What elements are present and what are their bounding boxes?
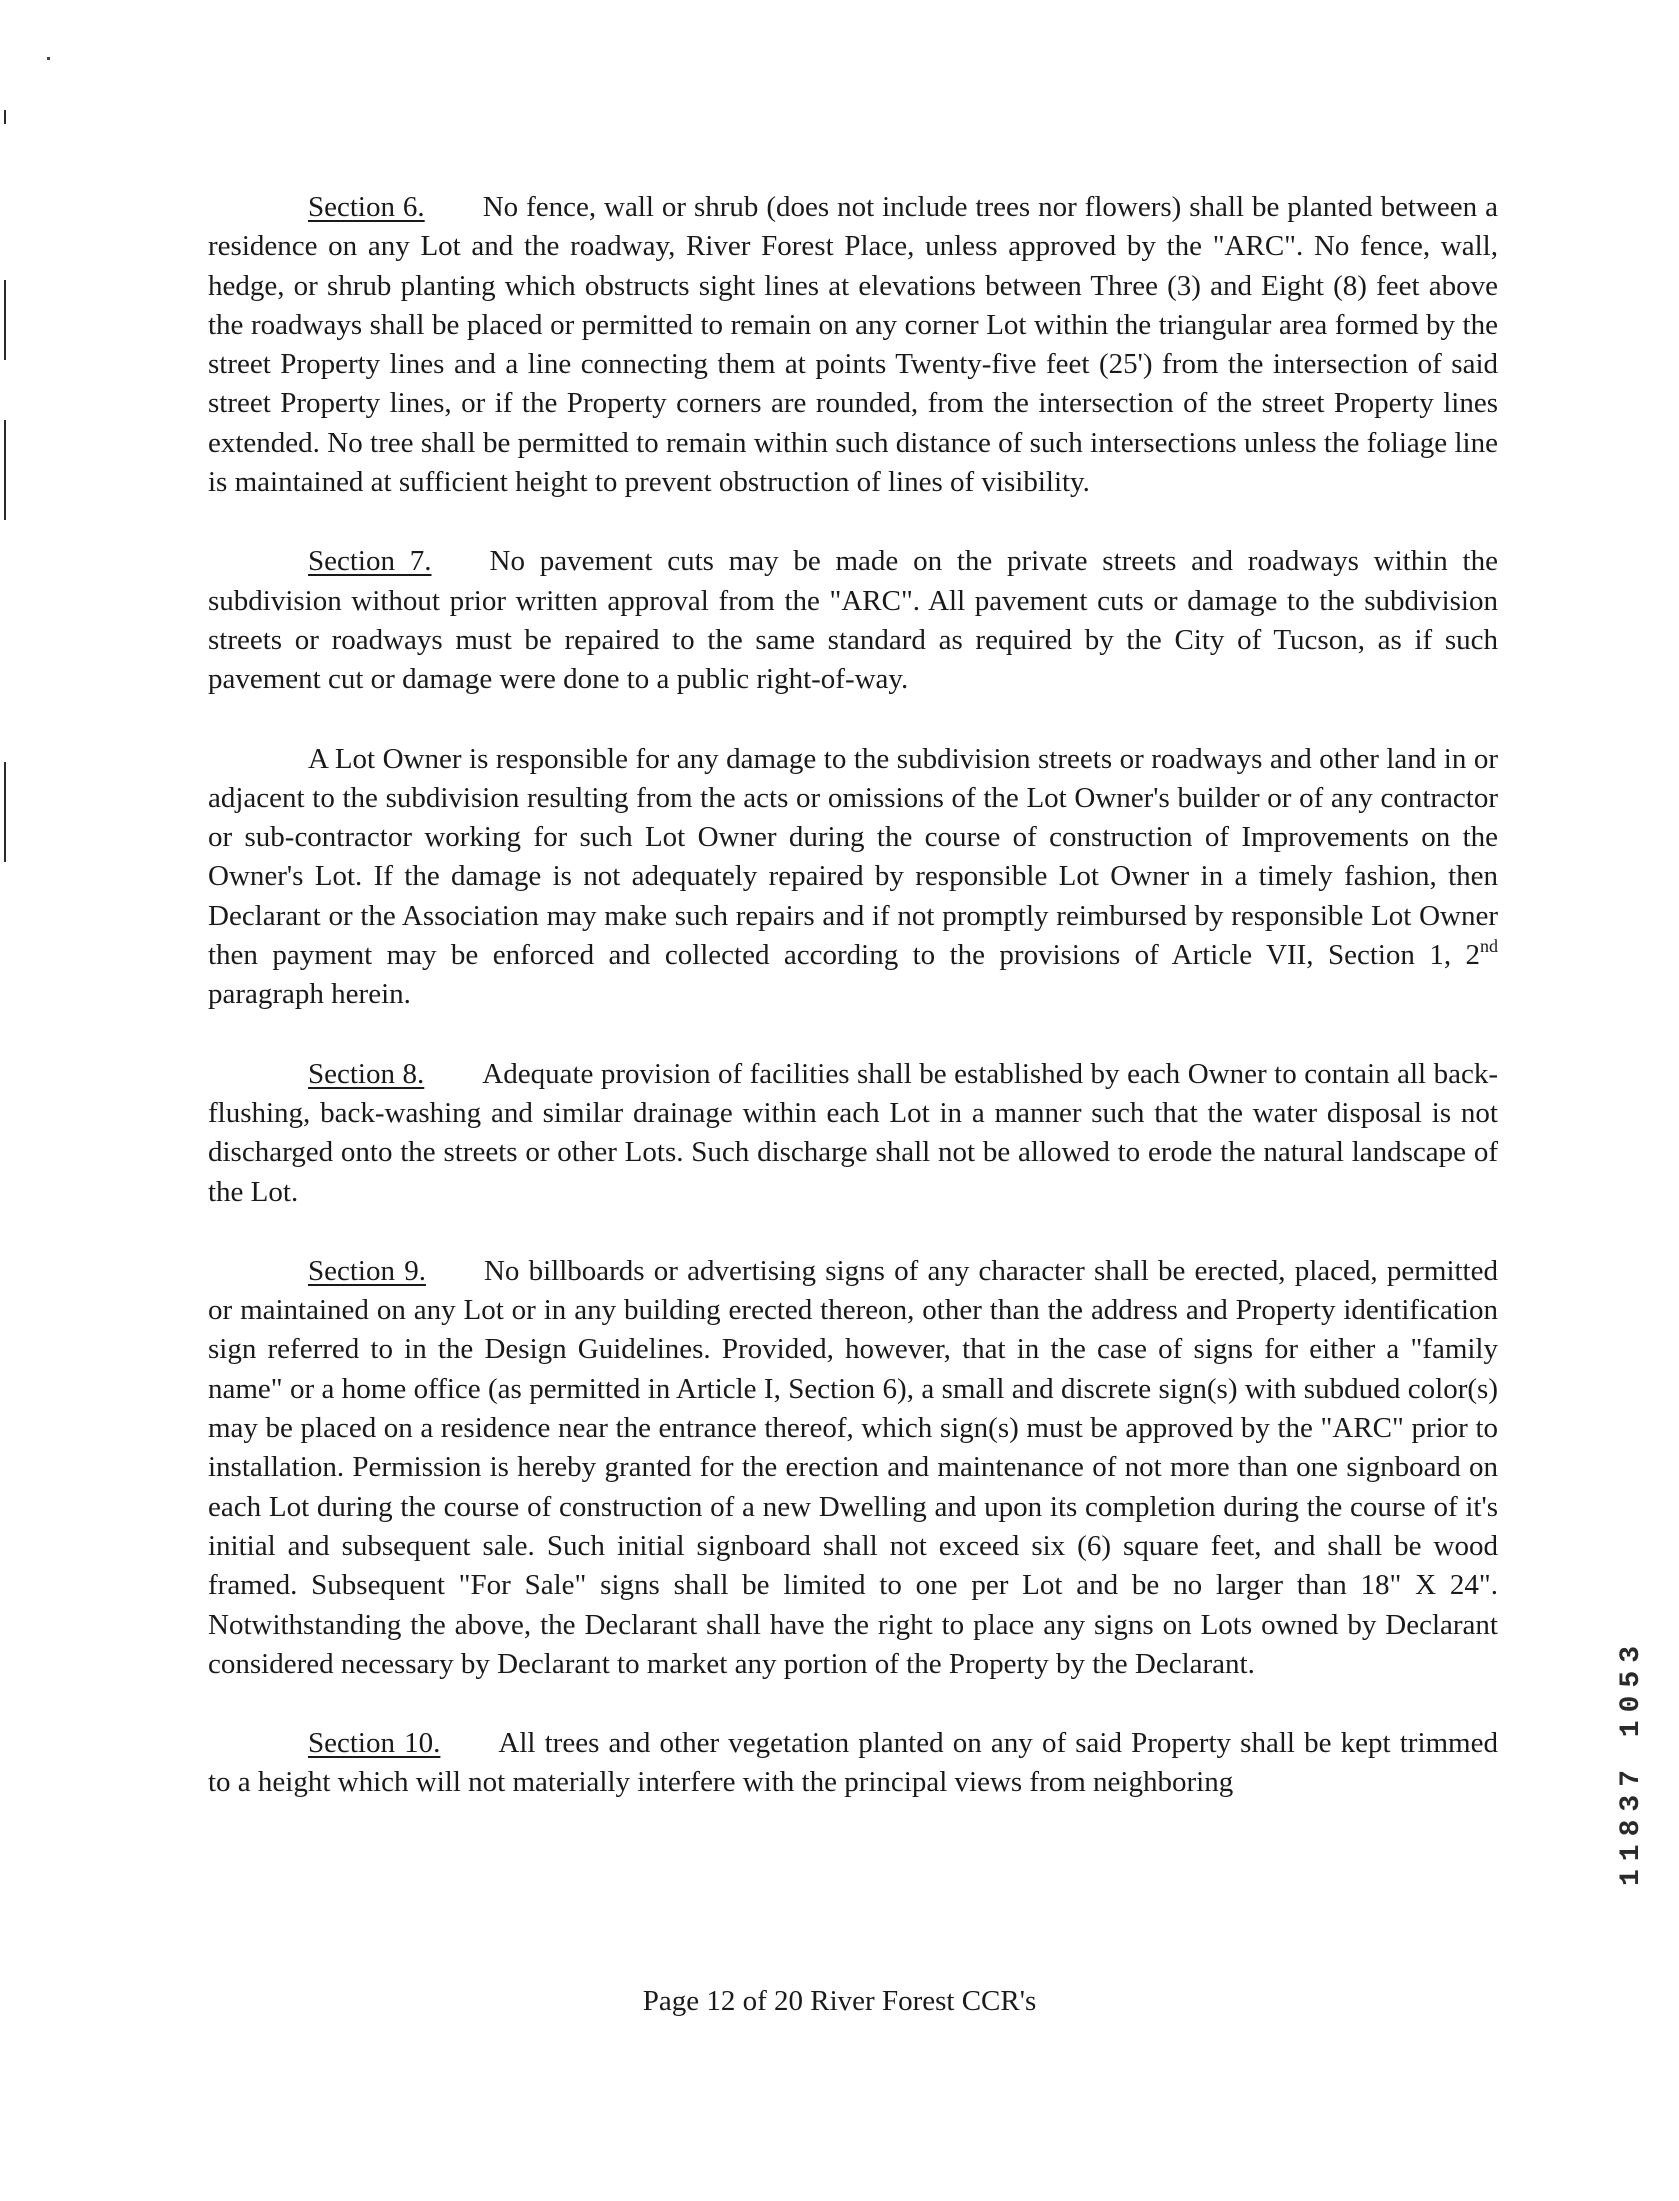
ordinal-superscript: nd [1480,936,1498,957]
document-body [208,188,1498,1843]
lot-owner-damage-tail: paragraph herein. [208,978,411,1011]
section-10-text: All trees and other vegetation planted on any of said Property shall be kept trimmed to a height which will not materially interfere with the principal views from neighboring [208,1727,1498,1799]
section-9-text: No billboards or advertising signs of any character shall be erected, placed, permitted or maintained on any Lot or in any building erected thereon, other than the address and Property identification sign referred to in the Design Guidelines. Provided, however, that in the case of signs for either a "family name" or a home office (as permitted in Article I, Section 6), a small and discrete sign(s) with subdued color(s) may be placed on a residence near the entrance thereof, which sign(s) must be approved by the "ARC" prior to installation. Permission is hereby granted for the erection and maintenance of not more than one signboard on each Lot during the course of construction of a new Dwelling and upon its completion during the course of it's initial and subsequent sale. Such initial signboard shall not exceed six (6) square feet, and shall be wood framed. Subsequent "For Sale" signs shall be limited to one per Lot and be no larger than 18" X 24". Notwithstanding the above, the Declarant shall have the right to place any signs on Lots owned by Declarant considered necessary by Declarant to market any portion of the Property by the Declarant. [208,1254,1498,1680]
section-6-text: No fence, wall or shrub (does not include trees nor flowers) shall be planted between a residence on any Lot and the roadway, River Forest Place, unless approved by the "ARC". No fence, wall, hedge, or shrub planting which obstructs sight lines at elevations between Three (3) and Eight (8) feet above the roadways shall be placed or permitted to remain on any corner Lot within the triangular area formed by the street Property lines and a line connecting them at points Twenty-five feet (25') from the intersection of said street Property lines, or if the Property corners are rounded, from the intersection of the street Property lines extended. No tree shall be permitted to remain within such distance of such intersections unless the foliage line is maintained at sufficient height to prevent obstruction of lines of visibility. [208,191,1498,499]
recording-stamp [1616,1572,1656,1952]
section-7-paragraph [208,542,1498,699]
section-7-text: No pavement cuts may be made on the private streets and roadways within the subdivision without prior written approval from the "ARC". All pavement cuts or damage to the subdivision streets or roadways must be repaired to the same standard as required by the City of Tucson, as if such pavement cut or damage were done to a public right-of-way. [208,545,1498,696]
section-8-label: Section 8. [308,1057,425,1090]
margin-change-bar [4,280,6,360]
section-9-paragraph [208,1252,1498,1684]
section-10-paragraph [208,1724,1498,1803]
scan-speck [47,57,50,60]
margin-change-bar [4,420,6,520]
section-8-paragraph [208,1055,1498,1212]
section-7-label: Section 7. [308,545,432,578]
lot-owner-damage-text: A Lot Owner is responsible for any damage to the subdivision streets or roadways and other land in or adjacent to the subdivision resulting from the acts or omissions of the Lot Owner's builder or of any contractor or sub-contractor working for such Lot Owner during the course of construction of Improvements on the Owner's Lot. If the damage is not adequately repaired by responsible Lot Owner in a timely fashion, then Declarant or the Association may make such repairs and if not promptly reimbursed by responsible Lot Owner then payment may be enforced and collected according to the provisions of Article VII, Section 1, 2 [208,742,1498,972]
svg-text:11837 1053: 11837 1053 [1616,1637,1647,1887]
section-10-label: Section 10. [308,1727,441,1760]
section-6-label: Section 6. [308,191,425,223]
margin-change-bar [4,110,6,124]
page-footer: Page 12 of 20 River Forest CCR's [642,1985,1037,2017]
section-8-text: Adequate provision of facilities shall be established by each Owner to contain all back-flushing, back-washing and similar drainage within each Lot in a manner such that the water disposal is not discharged onto the streets or other Lots. Such discharge shall not be allowed to erode the natural landscape of the Lot. [208,1057,1498,1208]
margin-change-bar [4,762,6,862]
section-9-label: Section 9. [308,1254,426,1287]
lot-owner-damage-paragraph [208,740,1498,1015]
section-6-paragraph [208,188,1498,502]
